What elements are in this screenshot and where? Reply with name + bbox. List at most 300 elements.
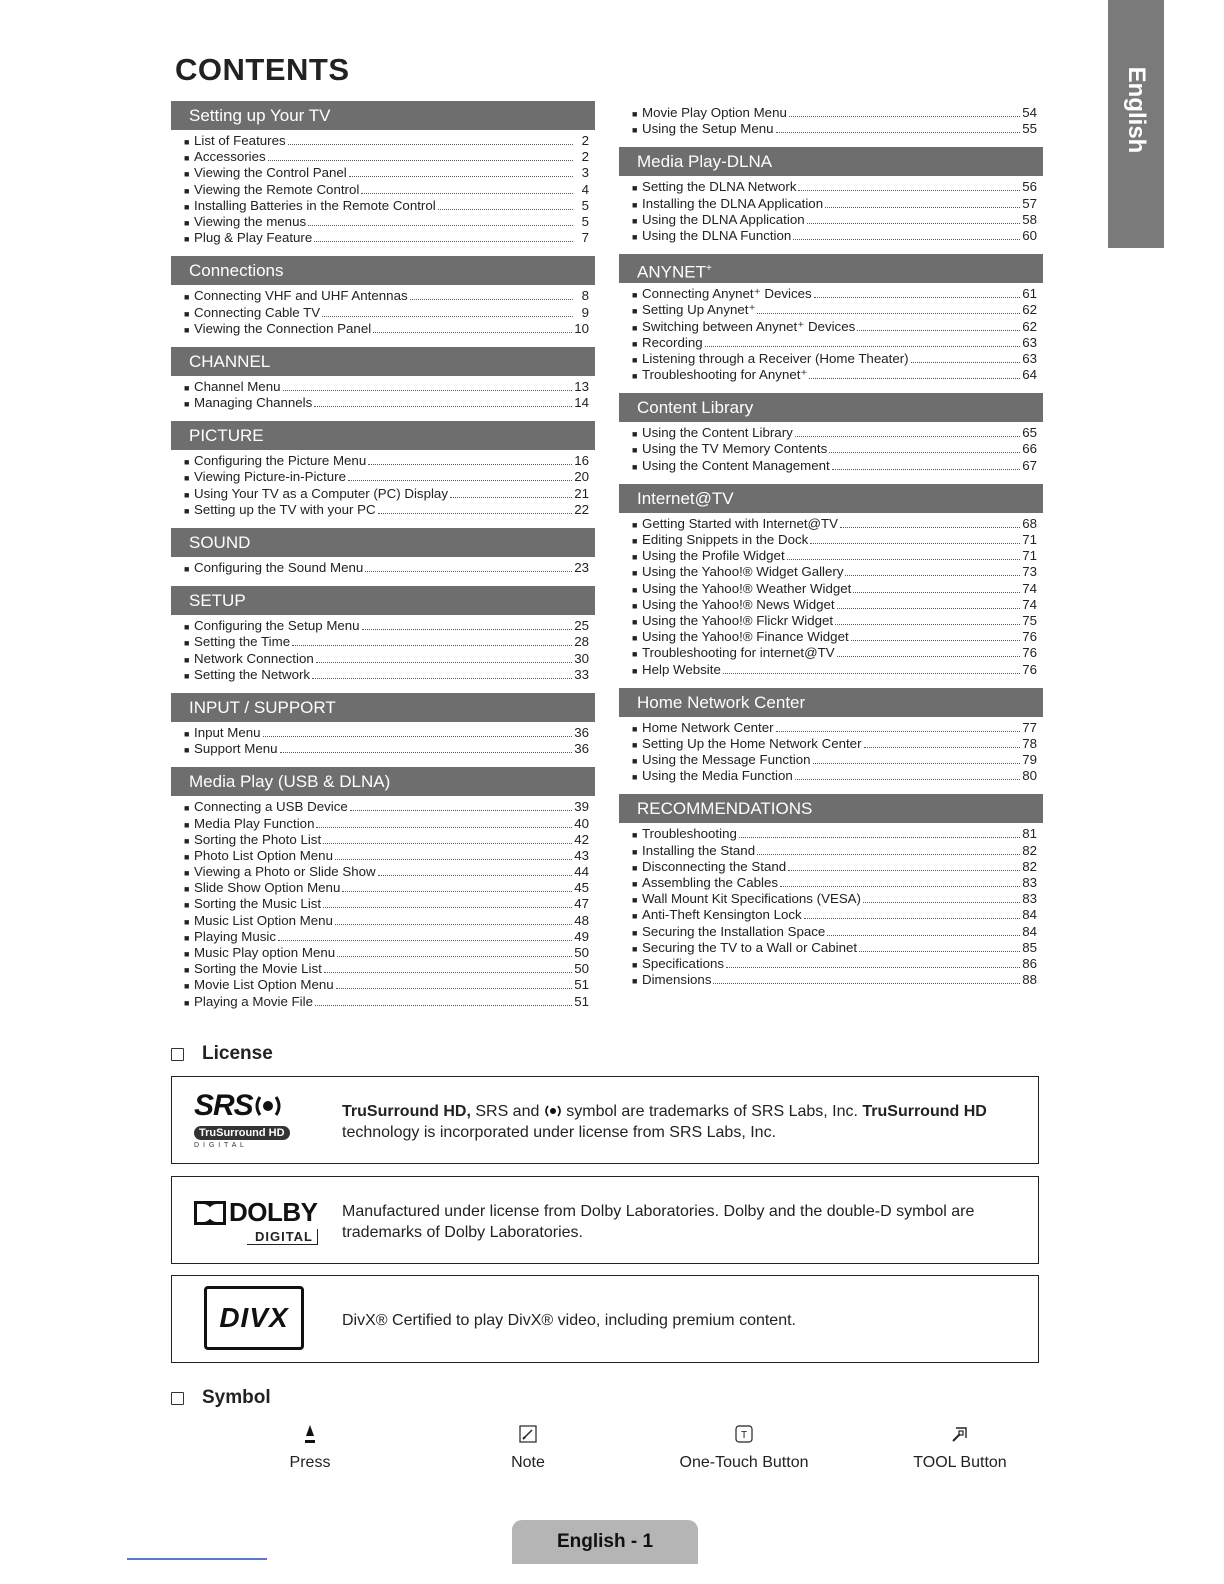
leader-dots [373,332,572,333]
toc-entry[interactable] [171,799,595,815]
section-header: Internet@TV [619,484,1043,513]
contents-left-column [171,101,595,1020]
leader-dots [315,1005,572,1006]
toc-entry[interactable] [171,864,595,880]
toc-entry-page: 10 [574,320,589,336]
leader-dots [378,875,573,876]
leader-dots [837,608,1021,609]
note-icon [519,1425,537,1443]
bullet-icon: ■ [632,371,638,382]
toc-entry-page: 56 [1022,179,1037,195]
toc-entry[interactable] [619,924,1043,940]
toc-entry-page: 8 [581,288,589,304]
toc-entry[interactable] [619,105,1043,121]
toc-entry-page: 82 [1022,858,1037,874]
bullet-icon: ■ [632,846,638,857]
toc-entry[interactable] [171,977,595,993]
toc-entry-label: Installing the Stand [642,842,756,858]
section-header: PICTURE [171,421,595,450]
toc-entry-label: Viewing the Control Panel [194,165,347,181]
leader-dots [776,132,1021,133]
toc-entry-label: Securing the Installation Space [642,923,826,939]
toc-entry[interactable] [619,319,1043,335]
bullet-icon: ■ [632,895,638,906]
license-dolby-text: Manufactured under license from Dolby Laboratories. Dolby and the double-D symbol are trademarks of Dolby Laboratories. [342,1203,975,1241]
leader-dots [312,678,572,679]
toc-entry[interactable] [171,880,595,896]
toc-entry-label: Slide Show Option Menu [194,880,341,896]
leader-dots [349,176,573,177]
toc-entry[interactable] [171,741,595,757]
toc-entry[interactable] [171,133,595,149]
toc-section [171,767,595,1009]
toc-section [619,105,1043,137]
toc-entry-label: Dimensions [642,972,712,988]
bullet-icon: ■ [184,473,190,484]
leader-dots [342,891,572,892]
toc-entry[interactable] [619,532,1043,548]
bullet-icon: ■ [632,616,638,627]
toc-entry-page: 76 [1022,661,1037,677]
bullet-icon: ■ [632,633,638,644]
toc-entry-label: Setting the Time [194,634,291,650]
leader-dots [280,752,573,753]
toc-entry-page: 82 [1022,842,1037,858]
bullet-icon: ■ [632,552,638,563]
leader-dots [268,160,573,161]
toc-entry[interactable] [619,597,1043,613]
bullet-icon: ■ [184,217,190,228]
toc-entry[interactable] [619,736,1043,752]
toc-entry-label: Using the DLNA Application [642,211,805,227]
license-heading: License [171,1043,273,1065]
toc-entry[interactable] [619,458,1043,474]
toc-entry-label: Using the Media Function [642,768,793,784]
toc-entry[interactable] [619,548,1043,564]
toc-entry[interactable] [619,662,1043,678]
toc-entry-label: Getting Started with Internet@TV [642,515,839,531]
srs-logo: SRS TruSurround HD D I G I T A L [194,1089,324,1153]
leader-dots [809,378,1020,379]
toc-entry[interactable] [171,214,595,230]
toc-section [619,794,1043,988]
toc-entry-page: 78 [1022,735,1037,751]
bullet-icon: ■ [184,949,190,959]
dolby-logo: DOLBY DIGITAL [194,1197,324,1261]
toc-entry-label: Using the Setup Menu [642,121,774,137]
toc-entry-page: 51 [574,977,589,993]
bullet-icon: ■ [184,169,190,180]
toc-section [619,484,1043,678]
toc-entry[interactable] [171,667,595,683]
license-srs [171,1076,1039,1164]
toc-entry[interactable] [619,907,1043,923]
toc-entry-label: Setting the DLNA Network [642,179,797,195]
toc-entry-page: 79 [1022,752,1037,768]
toc-entry[interactable] [171,994,595,1010]
toc-entry-label: Viewing the Remote Control [194,181,360,197]
bullet-icon: ■ [184,803,190,814]
bullet-icon: ■ [632,584,638,595]
bullet-icon: ■ [632,879,638,889]
toc-entry[interactable] [619,228,1043,244]
bullet-icon: ■ [632,911,638,922]
toc-entry-page: 28 [574,634,589,650]
tool-icon [951,1425,969,1443]
toc-entry[interactable] [619,425,1043,441]
section-header: Home Network Center [619,688,1043,717]
toc-entry-page: 76 [1022,629,1037,645]
license-divx [171,1275,1039,1363]
square-bullet-icon [171,1392,184,1405]
toc-entry[interactable] [171,560,595,576]
toc-entry-page: 83 [1022,875,1037,890]
toc-entry-page: 63 [1022,350,1037,366]
leader-dots [378,513,573,514]
toc-entry[interactable] [619,179,1043,195]
toc-entry[interactable] [171,945,595,961]
footer-line [127,1558,267,1560]
leader-dots [807,223,1021,224]
toc-entry[interactable] [171,182,595,198]
toc-entry[interactable] [171,198,595,214]
bullet-icon: ■ [184,884,190,895]
leader-dots [322,316,573,317]
bullet-icon: ■ [632,125,638,136]
toc-entry-page: 88 [1022,972,1037,988]
toc-entry-label: Using the TV Memory Contents [642,441,828,457]
toc-section [619,254,1043,383]
toc-entry[interactable] [171,486,595,502]
toc-entry[interactable] [171,453,595,469]
toc-entry[interactable] [171,395,595,411]
toc-entry-page: 20 [574,469,589,485]
toc-entry[interactable] [619,891,1043,907]
one-touch-icon [735,1425,753,1443]
toc-entry-page: 36 [574,724,589,740]
toc-entry[interactable] [171,321,595,337]
leader-dots [780,886,1020,887]
toc-entry-label: Network Connection [194,650,314,666]
leader-dots [410,299,573,300]
toc-entry-page: 74 [1022,596,1037,612]
bullet-icon: ■ [184,382,190,393]
bullet-icon: ■ [184,324,190,335]
toc-entry[interactable] [171,230,595,246]
toc-entry[interactable] [171,913,595,929]
toc-entry[interactable] [171,725,595,741]
toc-entry[interactable] [619,752,1043,768]
leader-dots [813,763,1021,764]
toc-entry[interactable] [619,302,1043,318]
leader-dots [859,951,1020,952]
toc-entry-page: 76 [1022,645,1037,661]
toc-entry-label: Channel Menu [194,378,281,394]
toc-entry-label: Viewing Picture-in-Picture [194,469,346,485]
bullet-icon: ■ [632,862,638,873]
leader-dots [348,480,572,481]
toc-entry-page: 51 [574,993,589,1009]
bullet-icon: ■ [632,943,638,954]
toc-entry[interactable] [619,645,1043,661]
bullet-icon: ■ [632,830,638,841]
toc-entry[interactable] [619,843,1043,859]
toc-entry-label: Connecting a USB Device [194,799,348,815]
toc-entry[interactable] [619,581,1043,597]
leader-dots [853,592,1020,593]
bullet-icon: ■ [632,665,638,676]
toc-entry-page: 64 [1022,367,1037,383]
toc-entry[interactable] [171,165,595,181]
symbol-note: Note [448,1420,608,1472]
toc-entry-label: Setting up the TV with your PC [194,501,376,517]
toc-entry[interactable] [619,613,1043,629]
toc-entry-label: Connecting VHF and UHF Antennas [194,288,408,304]
bullet-icon: ■ [632,215,638,226]
toc-entry-page: 16 [574,453,589,469]
double-d-icon [194,1201,226,1225]
toc-entry-label: Viewing a Photo or Slide Show [194,864,376,880]
toc-entry[interactable] [171,961,595,977]
page-title: CONTENTS [175,52,350,87]
toc-entry-label: Using the Yahoo!® Widget Gallery [642,564,844,580]
toc-entry[interactable] [619,768,1043,784]
toc-section [171,693,595,757]
contents-right-column [619,105,1043,998]
leader-dots [350,810,572,811]
toc-entry[interactable] [171,149,595,165]
toc-entry[interactable] [171,502,595,518]
toc-entry[interactable] [619,335,1043,351]
toc-entry-page: 45 [574,880,589,896]
bullet-icon: ■ [632,739,638,750]
toc-entry[interactable] [619,441,1043,457]
bullet-icon: ■ [632,354,638,365]
toc-entry-page: 9 [581,304,589,320]
section-header: ANYNET+ [619,254,1043,283]
toc-entry-label: Input Menu [194,724,261,740]
language-tab [1108,0,1164,248]
symbol-tool: TOOL Button [880,1420,1040,1472]
toc-entry[interactable] [619,972,1043,988]
leader-dots [263,736,573,737]
bullet-icon: ■ [632,568,638,579]
toc-entry-page: 33 [574,666,589,682]
toc-entry-label: Using the Content Management [642,457,830,473]
toc-entry-page: 30 [574,650,589,666]
toc-entry-label: Home Network Center [642,719,774,735]
bullet-icon: ■ [184,900,190,911]
toc-entry[interactable] [171,929,595,945]
toc-entry[interactable] [619,629,1043,645]
toc-entry[interactable] [619,940,1043,956]
toc-entry-page: 5 [581,213,589,229]
section-header: Media Play-DLNA [619,147,1043,176]
bullet-icon: ■ [632,723,638,734]
leader-dots [835,624,1020,625]
leader-dots [829,452,1020,453]
leader-dots [324,972,572,973]
toc-entry-page: 2 [581,149,589,165]
toc-entry-label: Support Menu [194,741,278,757]
toc-entry-label: Setting the Network [194,666,311,682]
toc-entry[interactable] [619,859,1043,875]
toc-entry-label: Using the Yahoo!® Flickr Widget [642,612,834,628]
toc-entry-page: 73 [1022,564,1037,580]
toc-entry-page: 44 [574,864,589,880]
toc-entry-label: Music List Option Menu [194,912,333,928]
toc-entry-page: 4 [581,181,589,197]
toc-entry-label: Using the DLNA Function [642,227,792,243]
toc-entry-page: 63 [1022,334,1037,350]
toc-entry[interactable] [171,848,595,864]
toc-entry[interactable] [619,516,1043,532]
leader-dots [810,543,1020,544]
toc-entry-page: 39 [574,799,589,815]
toc-entry-page: 60 [1022,227,1037,243]
toc-entry[interactable] [619,875,1043,891]
leader-dots [757,313,1020,314]
bullet-icon: ■ [632,600,638,611]
toc-entry[interactable] [171,896,595,912]
bullet-icon: ■ [632,109,638,119]
leader-dots [739,837,1020,838]
toc-entry[interactable] [171,651,595,667]
leader-dots [857,330,1020,331]
leader-dots [787,559,1021,560]
leader-dots [863,902,1020,903]
leader-dots [911,362,1021,363]
bullet-icon: ■ [184,932,190,943]
section-header: SETUP [171,586,595,615]
toc-entry-page: 65 [1022,425,1037,441]
toc-entry[interactable] [171,288,595,304]
bullet-icon: ■ [184,201,190,212]
toc-section [619,688,1043,785]
toc-entry[interactable] [171,832,595,848]
leader-dots [864,747,1021,748]
toc-entry[interactable] [619,286,1043,302]
toc-entry[interactable] [619,212,1043,228]
toc-entry-page: 49 [574,928,589,944]
toc-entry-page: 40 [574,815,589,831]
toc-entry-page: 67 [1022,457,1037,473]
toc-entry-label: Troubleshooting for Anynet⁺ [642,367,808,383]
toc-entry-page: 43 [574,847,589,863]
toc-entry-label: Music Play option Menu [194,945,336,960]
toc-entry-label: List of Features [194,133,286,148]
leader-dots [723,673,1020,674]
toc-entry[interactable] [619,367,1043,383]
toc-entry[interactable] [171,469,595,485]
bullet-icon: ■ [632,927,638,938]
bullet-icon: ■ [184,489,190,500]
toc-entry-page: 66 [1022,441,1037,457]
symbol-legend [200,1420,1080,1480]
toc-entry-page: 22 [574,501,589,517]
bullet-icon: ■ [632,199,638,210]
toc-entry[interactable] [619,564,1043,580]
leader-dots [288,144,573,145]
square-bullet-icon [171,1048,184,1061]
toc-entry[interactable] [171,816,595,832]
bullet-icon: ■ [184,965,190,976]
toc-entry[interactable] [171,379,595,395]
toc-entry-page: 13 [574,378,589,394]
section-header: Connections [171,256,595,285]
leader-dots [793,239,1020,240]
bullet-icon: ■ [184,728,190,739]
leader-dots [361,193,573,194]
toc-entry-label: Connecting Anynet⁺ Devices [642,286,812,302]
toc-entry[interactable] [619,196,1043,212]
toc-entry-label: Movie Play Option Menu [642,105,787,120]
toc-entry-page: 47 [574,896,589,912]
toc-entry-label: Connecting Cable TV [194,304,321,320]
bullet-icon: ■ [632,183,638,194]
leader-dots [314,406,572,407]
toc-entry-page: 5 [581,197,589,213]
bullet-icon: ■ [632,976,638,987]
toc-entry[interactable] [171,618,595,634]
toc-entry-label: Setting Up Anynet⁺ [642,302,756,318]
toc-entry-label: Setting Up the Home Network Center [642,735,862,751]
toc-entry-page: 86 [1022,955,1037,971]
toc-entry-label: Listening through a Receiver (Home Theater) [642,350,909,366]
toc-entry[interactable] [171,305,595,321]
toc-entry-page: 61 [1022,286,1037,302]
toc-entry[interactable] [619,826,1043,842]
toc-entry-page: 25 [574,618,589,634]
toc-entry[interactable] [619,956,1043,972]
toc-section [171,101,595,246]
toc-entry-label: Troubleshooting for internet@TV [642,645,835,661]
leader-dots [292,645,572,646]
toc-entry-label: Managing Channels [194,395,313,411]
leader-dots [278,940,572,941]
toc-entry-page: 81 [1022,826,1037,842]
leader-dots [776,731,1021,732]
bullet-icon: ■ [184,622,190,633]
leader-dots [323,907,572,908]
toc-entry-label: Configuring the Sound Menu [194,560,364,575]
leader-dots [804,918,1021,919]
leader-dots [314,241,573,242]
leader-dots [316,827,572,828]
leader-dots [438,209,573,210]
toc-entry-page: 71 [1022,548,1037,564]
toc-entry-label: Sorting the Photo List [194,831,322,847]
leader-dots [368,464,572,465]
leader-dots [283,390,573,391]
bullet-icon: ■ [632,231,638,242]
toc-entry[interactable] [171,634,595,650]
toc-entry-page: 21 [574,485,589,501]
leader-dots [713,983,1020,984]
toc-entry-label: Using the Yahoo!® News Widget [642,596,835,612]
language-tab-label: English [1123,66,1150,154]
srs-circle-icon [253,1095,283,1117]
leader-dots [837,656,1021,657]
section-header: Content Library [619,393,1043,422]
bullet-icon: ■ [632,290,638,301]
toc-entry-label: Troubleshooting [642,826,737,842]
toc-entry-page: 62 [1022,318,1037,334]
toc-entry[interactable] [619,720,1043,736]
toc-entry-page: 2 [581,133,589,148]
toc-entry[interactable] [619,121,1043,137]
toc-entry[interactable] [619,351,1043,367]
